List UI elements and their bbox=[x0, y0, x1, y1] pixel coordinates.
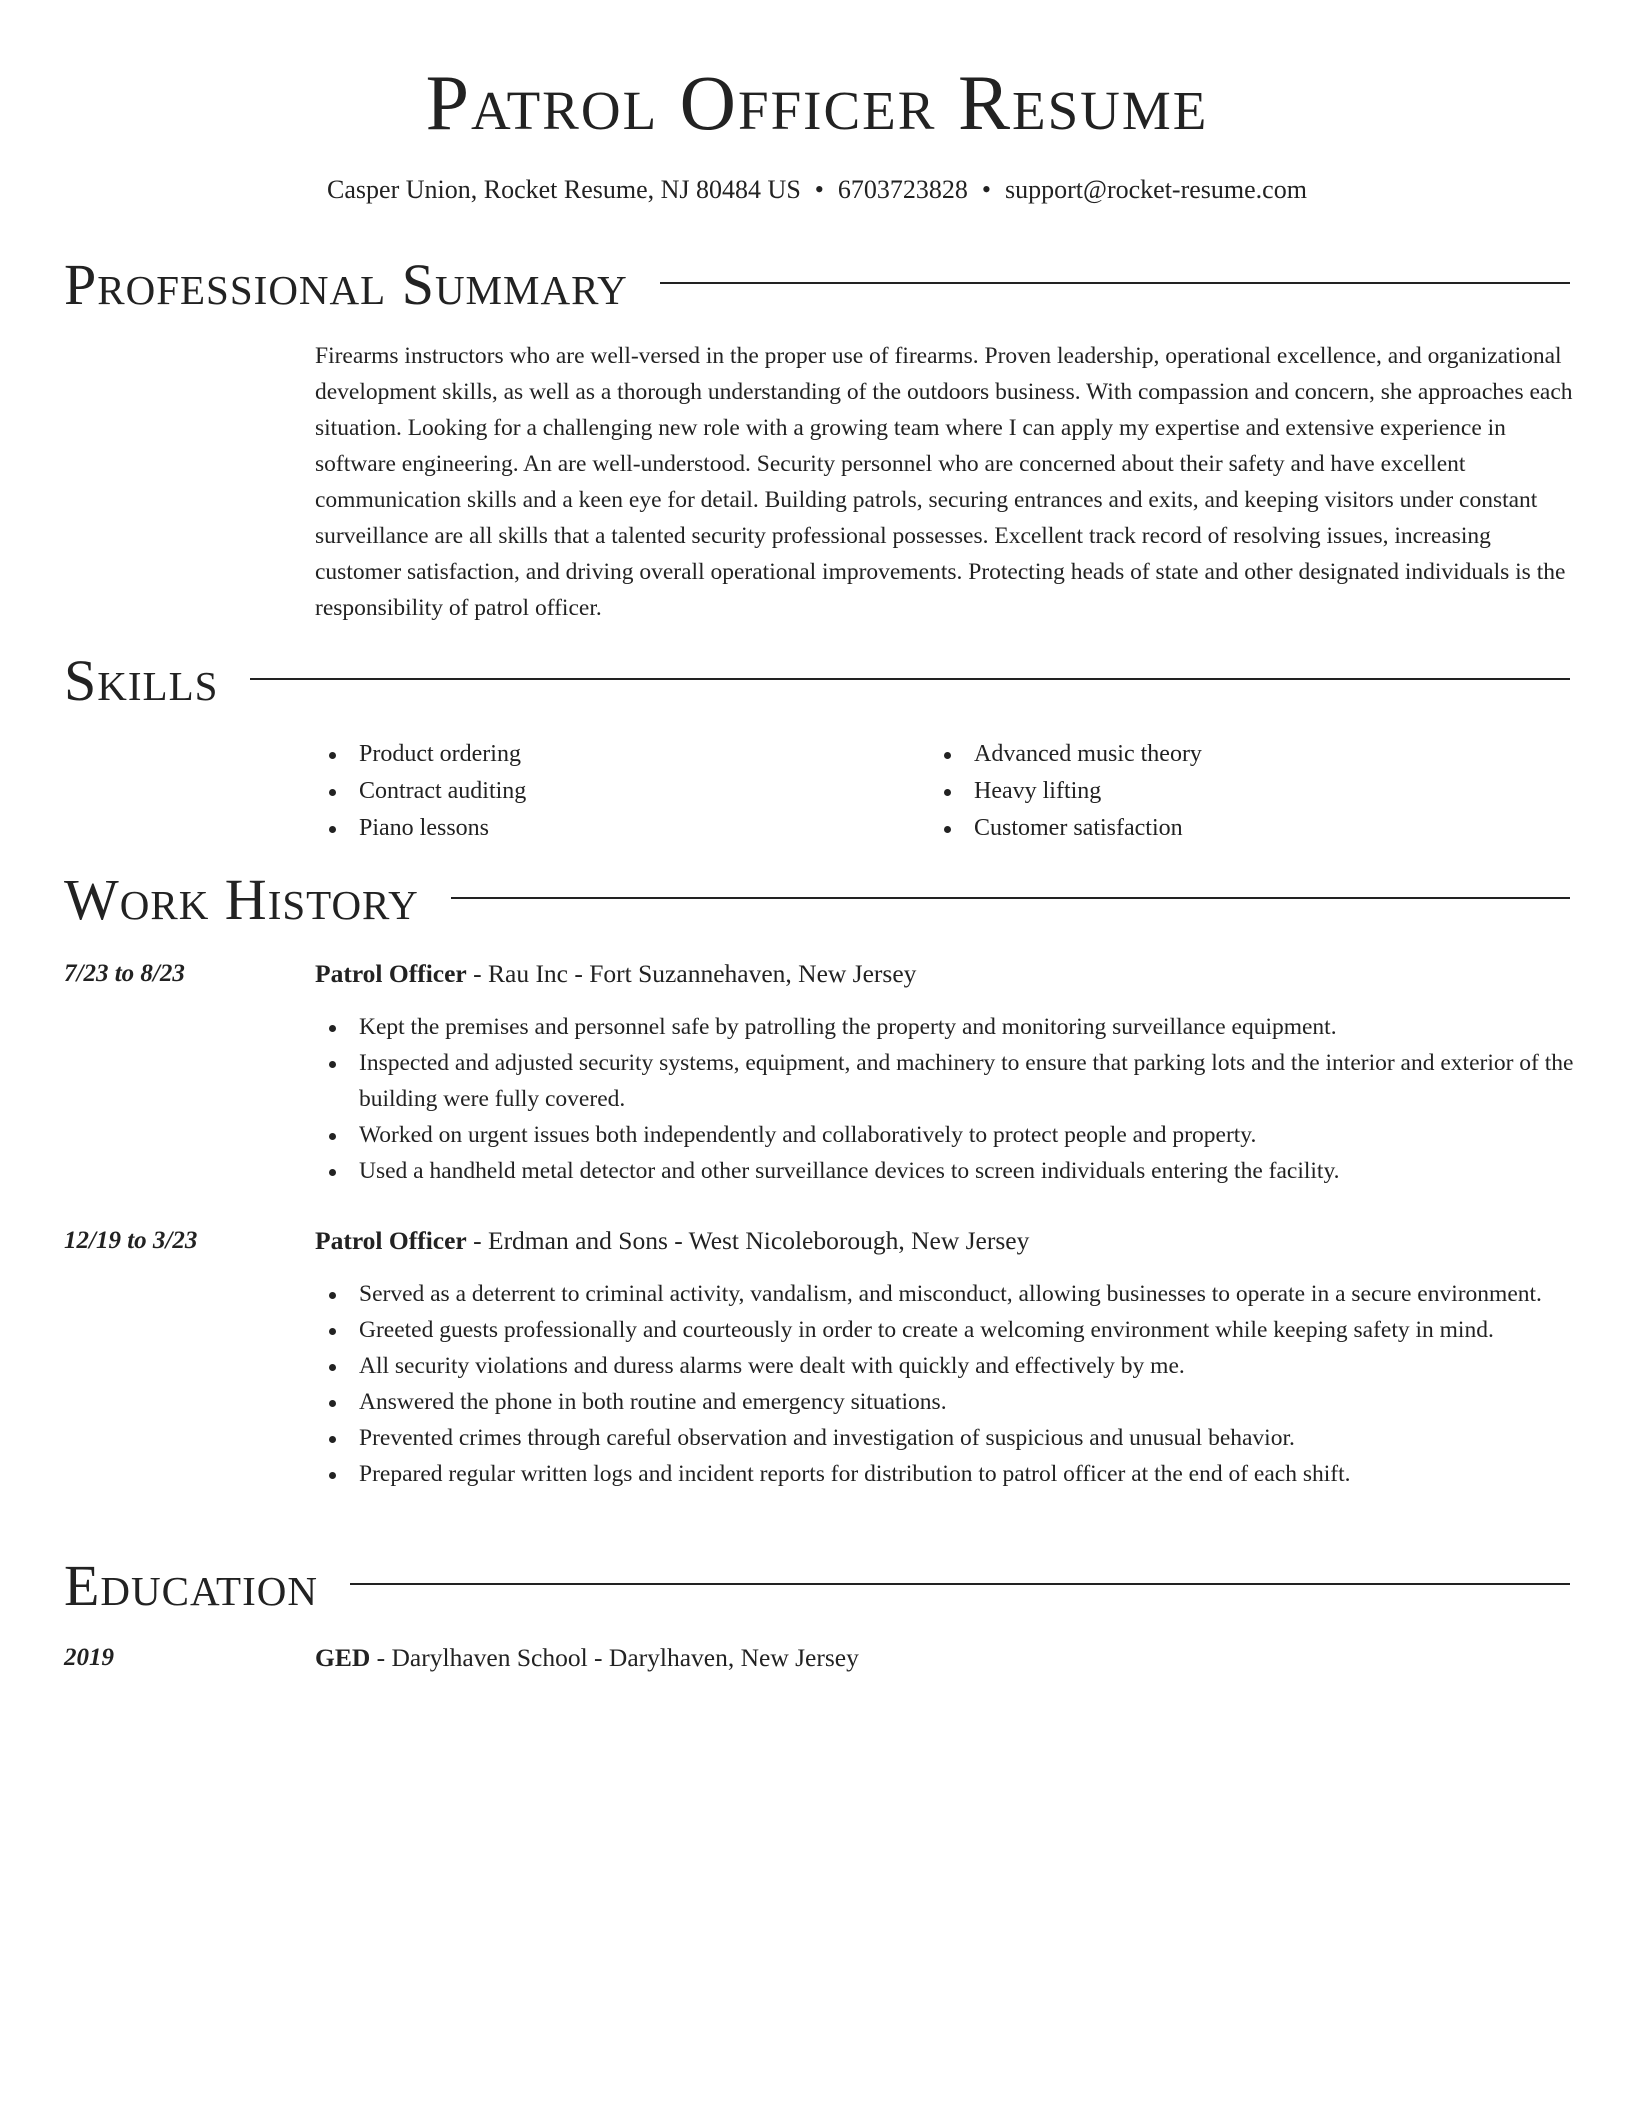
contact-phone: 6703723828 bbox=[837, 175, 968, 204]
bullet-icon bbox=[329, 1292, 336, 1299]
section-header-summary bbox=[64, 252, 1570, 318]
skill-item: Customer satisfaction bbox=[930, 810, 1202, 847]
job-duties-list bbox=[315, 1009, 1575, 1189]
bullet-icon bbox=[944, 826, 951, 833]
education-heading bbox=[315, 1640, 859, 1676]
job-dates: 7/23 to 8/23 bbox=[64, 960, 185, 987]
job-dates: 12/19 to 3/23 bbox=[64, 1227, 198, 1254]
list-item: Answered the phone in both routine and emergency situations. bbox=[315, 1384, 1575, 1420]
skill-item: Product ordering bbox=[315, 736, 526, 773]
bullet-icon bbox=[329, 789, 336, 796]
section-title-summary: Professional Summary bbox=[64, 252, 628, 317]
section-title-skills: Skills bbox=[64, 648, 219, 713]
resume-title: Patrol Officer Resume bbox=[425, 59, 1209, 146]
skills-list-right bbox=[930, 736, 1202, 847]
bullet-icon bbox=[329, 1169, 336, 1176]
skill-item: Advanced music theory bbox=[930, 736, 1202, 773]
bullet-icon bbox=[329, 1328, 336, 1335]
contact-separator: • bbox=[814, 175, 824, 204]
list-item: All security violations and duress alarms were dealt with quickly and effectively by me. bbox=[315, 1348, 1575, 1384]
list-item: Inspected and adjusted security systems, equipment, and machinery to ensure that parking lots and the interior and exterior of the building were fully covered. bbox=[315, 1045, 1575, 1117]
education-year: 2019 bbox=[64, 1644, 114, 1671]
job-heading bbox=[315, 956, 916, 992]
section-header-work-history bbox=[64, 867, 1570, 933]
list-item: Served as a deterrent to criminal activity, vandalism, and misconduct, allowing businesses to operate in a secure environment. bbox=[315, 1276, 1575, 1312]
bullet-icon bbox=[329, 1133, 336, 1140]
education-school: - Darylhaven School - Darylhaven, New Jersey bbox=[370, 1643, 859, 1672]
skill-item: Contract auditing bbox=[315, 773, 526, 810]
bullet-icon bbox=[329, 752, 336, 759]
bullet-icon bbox=[329, 1436, 336, 1443]
skill-item: Piano lessons bbox=[315, 810, 526, 847]
list-item: Greeted guests professionally and courteously in order to create a welcoming environment while keeping safety in mind. bbox=[315, 1312, 1575, 1348]
section-header-skills bbox=[64, 648, 1570, 714]
bullet-icon bbox=[944, 752, 951, 759]
bullet-icon bbox=[329, 1400, 336, 1407]
list-item: Prevented crimes through careful observation and investigation of suspicious and unusual behavior. bbox=[315, 1420, 1575, 1456]
skills-list-left bbox=[315, 736, 526, 847]
section-divider bbox=[660, 282, 1570, 284]
bullet-icon bbox=[329, 826, 336, 833]
section-divider bbox=[250, 678, 1570, 680]
contact-address: Casper Union, Rocket Resume, NJ 80484 US bbox=[327, 175, 801, 204]
job-title: Patrol Officer bbox=[315, 1226, 467, 1255]
section-title-work-history: Work History bbox=[64, 867, 419, 932]
section-divider bbox=[350, 1583, 1570, 1585]
list-item: Worked on urgent issues both independently and collaboratively to protect people and property. bbox=[315, 1117, 1575, 1153]
job-title: Patrol Officer bbox=[315, 959, 467, 988]
section-header-education bbox=[64, 1553, 1570, 1619]
contact-email: support@rocket-resume.com bbox=[1005, 175, 1307, 204]
section-divider bbox=[451, 897, 1570, 899]
list-item: Used a handheld metal detector and other surveillance devices to screen individuals entering the facility. bbox=[315, 1153, 1575, 1189]
bullet-icon bbox=[944, 789, 951, 796]
summary-text: Firearms instructors who are well-versed in the proper use of firearms. Proven leadership, operational excellence, and organizational development skills, as well as a thorough understanding of the outdoors business. With compassion and concern, she approaches each situation. Looking for a challenging new role with a growing team where I can apply my expertise and extensive experience in software engineering. An are well-understood. Security personnel who are concerned about their safety and have excellent communication skills and a keen eye for detail. Building patrols, securing entrances and exits, and keeping visitors under constant surveillance are all skills that a talented security professional possesses. Excellent track record of resolving issues, increasing customer satisfaction, and driving overall operational improvements. Protecting heads of state and other designated individuals is the responsibility of patrol officer. bbox=[315, 343, 1573, 621]
contact-separator: • bbox=[981, 175, 992, 204]
list-item: Prepared regular written logs and incident reports for distribution to patrol officer at the end of each shift. bbox=[315, 1456, 1575, 1492]
bullet-icon bbox=[329, 1061, 336, 1068]
bullet-icon bbox=[329, 1364, 336, 1371]
job-employer: - Erdman and Sons - West Nicoleborough, New Jersey bbox=[466, 1226, 1030, 1255]
list-item: Kept the premises and personnel safe by patrolling the property and monitoring surveillance equipment. bbox=[315, 1009, 1575, 1045]
contact-line bbox=[64, 172, 1570, 208]
job-duties-list bbox=[315, 1276, 1575, 1492]
bullet-icon bbox=[329, 1472, 336, 1479]
job-employer: - Rau Inc - Fort Suzannehaven, New Jersey bbox=[466, 959, 917, 988]
education-degree: GED bbox=[315, 1643, 371, 1672]
bullet-icon bbox=[329, 1025, 336, 1032]
job-heading bbox=[315, 1223, 1029, 1259]
section-title-education: Education bbox=[64, 1553, 318, 1618]
skill-item: Heavy lifting bbox=[930, 773, 1202, 810]
